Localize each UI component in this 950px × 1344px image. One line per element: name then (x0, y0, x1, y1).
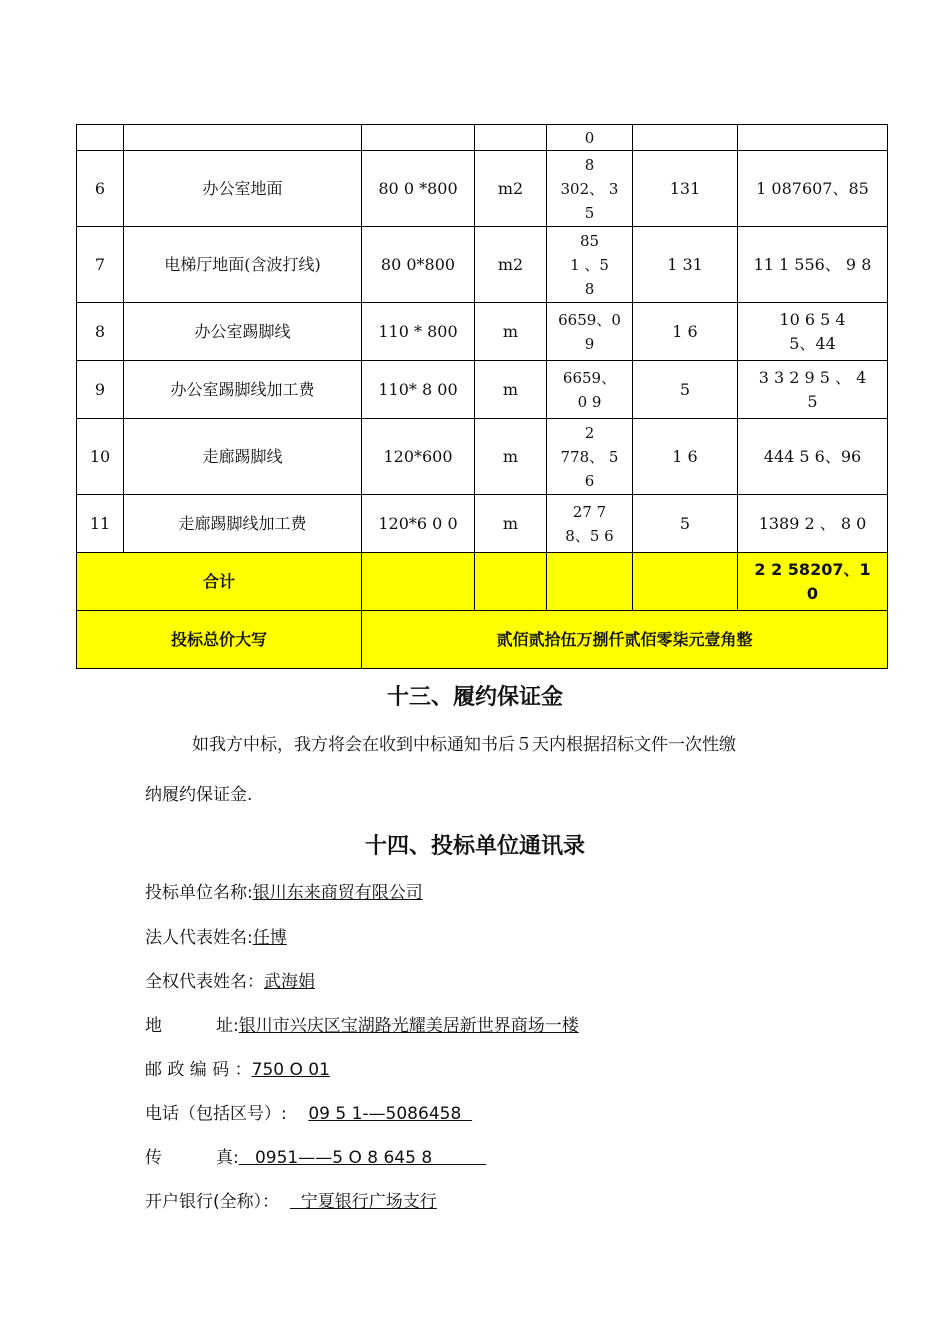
field-label: 开户银行(全称）： (145, 1192, 290, 1212)
row-no: 7 (77, 227, 124, 303)
field-label: 全权代表姓名： (145, 972, 264, 992)
row-amount (738, 125, 888, 151)
contact-field-company (145, 878, 423, 903)
row-spec: 80 0*800 (362, 227, 475, 303)
field-value: 0951——5 O 8 645 8 (238, 1148, 487, 1168)
contact-field-fax (145, 1143, 486, 1168)
row-no: 9 (77, 361, 124, 419)
row-qty: 27 7 8、5 6 (547, 495, 633, 553)
contact-field-bank (145, 1187, 437, 1212)
contact-field-legal-rep (145, 923, 287, 948)
field-value: 任博 (252, 928, 287, 948)
capital-total-row (77, 611, 888, 669)
table-row (77, 151, 888, 227)
capital-label: 投标总价大写 (77, 611, 362, 669)
row-amount: 1389 2 、 8 0 (738, 495, 888, 553)
row-price: 5 (633, 361, 738, 419)
contact-field-authorized-rep (145, 967, 315, 992)
row-name: 走廊踢脚线加工费 (124, 495, 362, 553)
section-14-title: 十四、投标单位通讯录 (364, 834, 585, 859)
row-spec: 80 0 *800 (362, 151, 475, 227)
contact-field-postcode (145, 1055, 330, 1080)
row-unit: m (475, 303, 547, 361)
row-name: 办公室踢脚线加工费 (124, 361, 362, 419)
row-price: 1 6 (633, 303, 738, 361)
row-no: 10 (77, 419, 124, 495)
field-value: 武海娟 (264, 972, 315, 992)
total-row (77, 553, 888, 611)
row-price: 5 (633, 495, 738, 553)
table-row (77, 125, 888, 151)
field-value: 09 5 1-—5086458 (308, 1104, 473, 1124)
row-price: 1 6 (633, 419, 738, 495)
field-value: 宁夏银行广场支行 (289, 1192, 437, 1212)
table-row (77, 495, 888, 553)
row-qty: 0 (547, 125, 633, 151)
row-spec: 110 * 800 (362, 303, 475, 361)
field-label: 法人代表姓名: (145, 928, 253, 948)
total-empty-cell (547, 553, 633, 611)
table-row (77, 419, 888, 495)
row-unit: m (475, 419, 547, 495)
contact-field-phone (145, 1099, 472, 1124)
bid-price-table (76, 124, 888, 669)
row-amount: 1 087607、85 (738, 151, 888, 227)
row-amount: 3 3 2 9 5 、 4 5 (738, 361, 888, 419)
section-13-title: 十三、履约保证金 (386, 685, 563, 710)
total-empty-cell (633, 553, 738, 611)
row-unit: m2 (475, 227, 547, 303)
total-empty-cell (475, 553, 547, 611)
row-qty: 8 302、 3 5 (547, 151, 633, 227)
field-label: 邮 政 编 码 ： (145, 1060, 252, 1080)
row-qty: 6659、 0 9 (547, 361, 633, 419)
row-amount: 11 1 556、 9 8 (738, 227, 888, 303)
row-amount: 10 6 5 4 5、44 (738, 303, 888, 361)
field-label: 地 址: (145, 1016, 239, 1036)
row-no: 8 (77, 303, 124, 361)
table-row (77, 303, 888, 361)
field-label: 传 真: (145, 1148, 239, 1168)
contact-field-address (145, 1011, 579, 1036)
row-spec: 120*600 (362, 419, 475, 495)
section-13-line-2: 纳履约保证金. (145, 785, 253, 805)
total-empty-cell (362, 553, 475, 611)
row-no (77, 125, 124, 151)
field-value: 银川东来商贸有限公司 (252, 883, 423, 903)
row-name: 走廊踢脚线 (124, 419, 362, 495)
row-no: 6 (77, 151, 124, 227)
field-label: 投标单位名称: (145, 883, 253, 903)
section-13-line-1: 如我方中标，我方将会在收到中标通知书后５天内根据招标文件一次性缴 (192, 735, 736, 755)
row-spec (362, 125, 475, 151)
field-value: 银川市兴庆区宝湖路光耀美居新世界商场一楼 (238, 1016, 579, 1036)
field-label: 电话（包括区号）: (145, 1104, 309, 1124)
row-price: 131 (633, 151, 738, 227)
capital-value: 贰佰贰拾伍万捌仟贰佰零柒元壹角整 (362, 611, 888, 669)
row-qty: 85 1 、5 8 (547, 227, 633, 303)
row-name: 办公室地面 (124, 151, 362, 227)
row-no: 11 (77, 495, 124, 553)
row-unit: m (475, 495, 547, 553)
total-label: 合计 (77, 553, 362, 611)
row-spec: 120*6 0 0 (362, 495, 475, 553)
row-name (124, 125, 362, 151)
field-value: 750 O 01 (251, 1060, 330, 1080)
row-qty: 6659、0 9 (547, 303, 633, 361)
row-spec: 110* 8 00 (362, 361, 475, 419)
row-unit (475, 125, 547, 151)
row-price: 1 31 (633, 227, 738, 303)
row-name: 办公室踢脚线 (124, 303, 362, 361)
row-name: 电梯厅地面(含波打线) (124, 227, 362, 303)
row-qty: 2 778、 5 6 (547, 419, 633, 495)
row-unit: m (475, 361, 547, 419)
table-row (77, 361, 888, 419)
total-amount: 2 2 58207、1 0 (738, 553, 888, 611)
row-price (633, 125, 738, 151)
row-amount: 444 5 6、96 (738, 419, 888, 495)
row-unit: m2 (475, 151, 547, 227)
table-row (77, 227, 888, 303)
